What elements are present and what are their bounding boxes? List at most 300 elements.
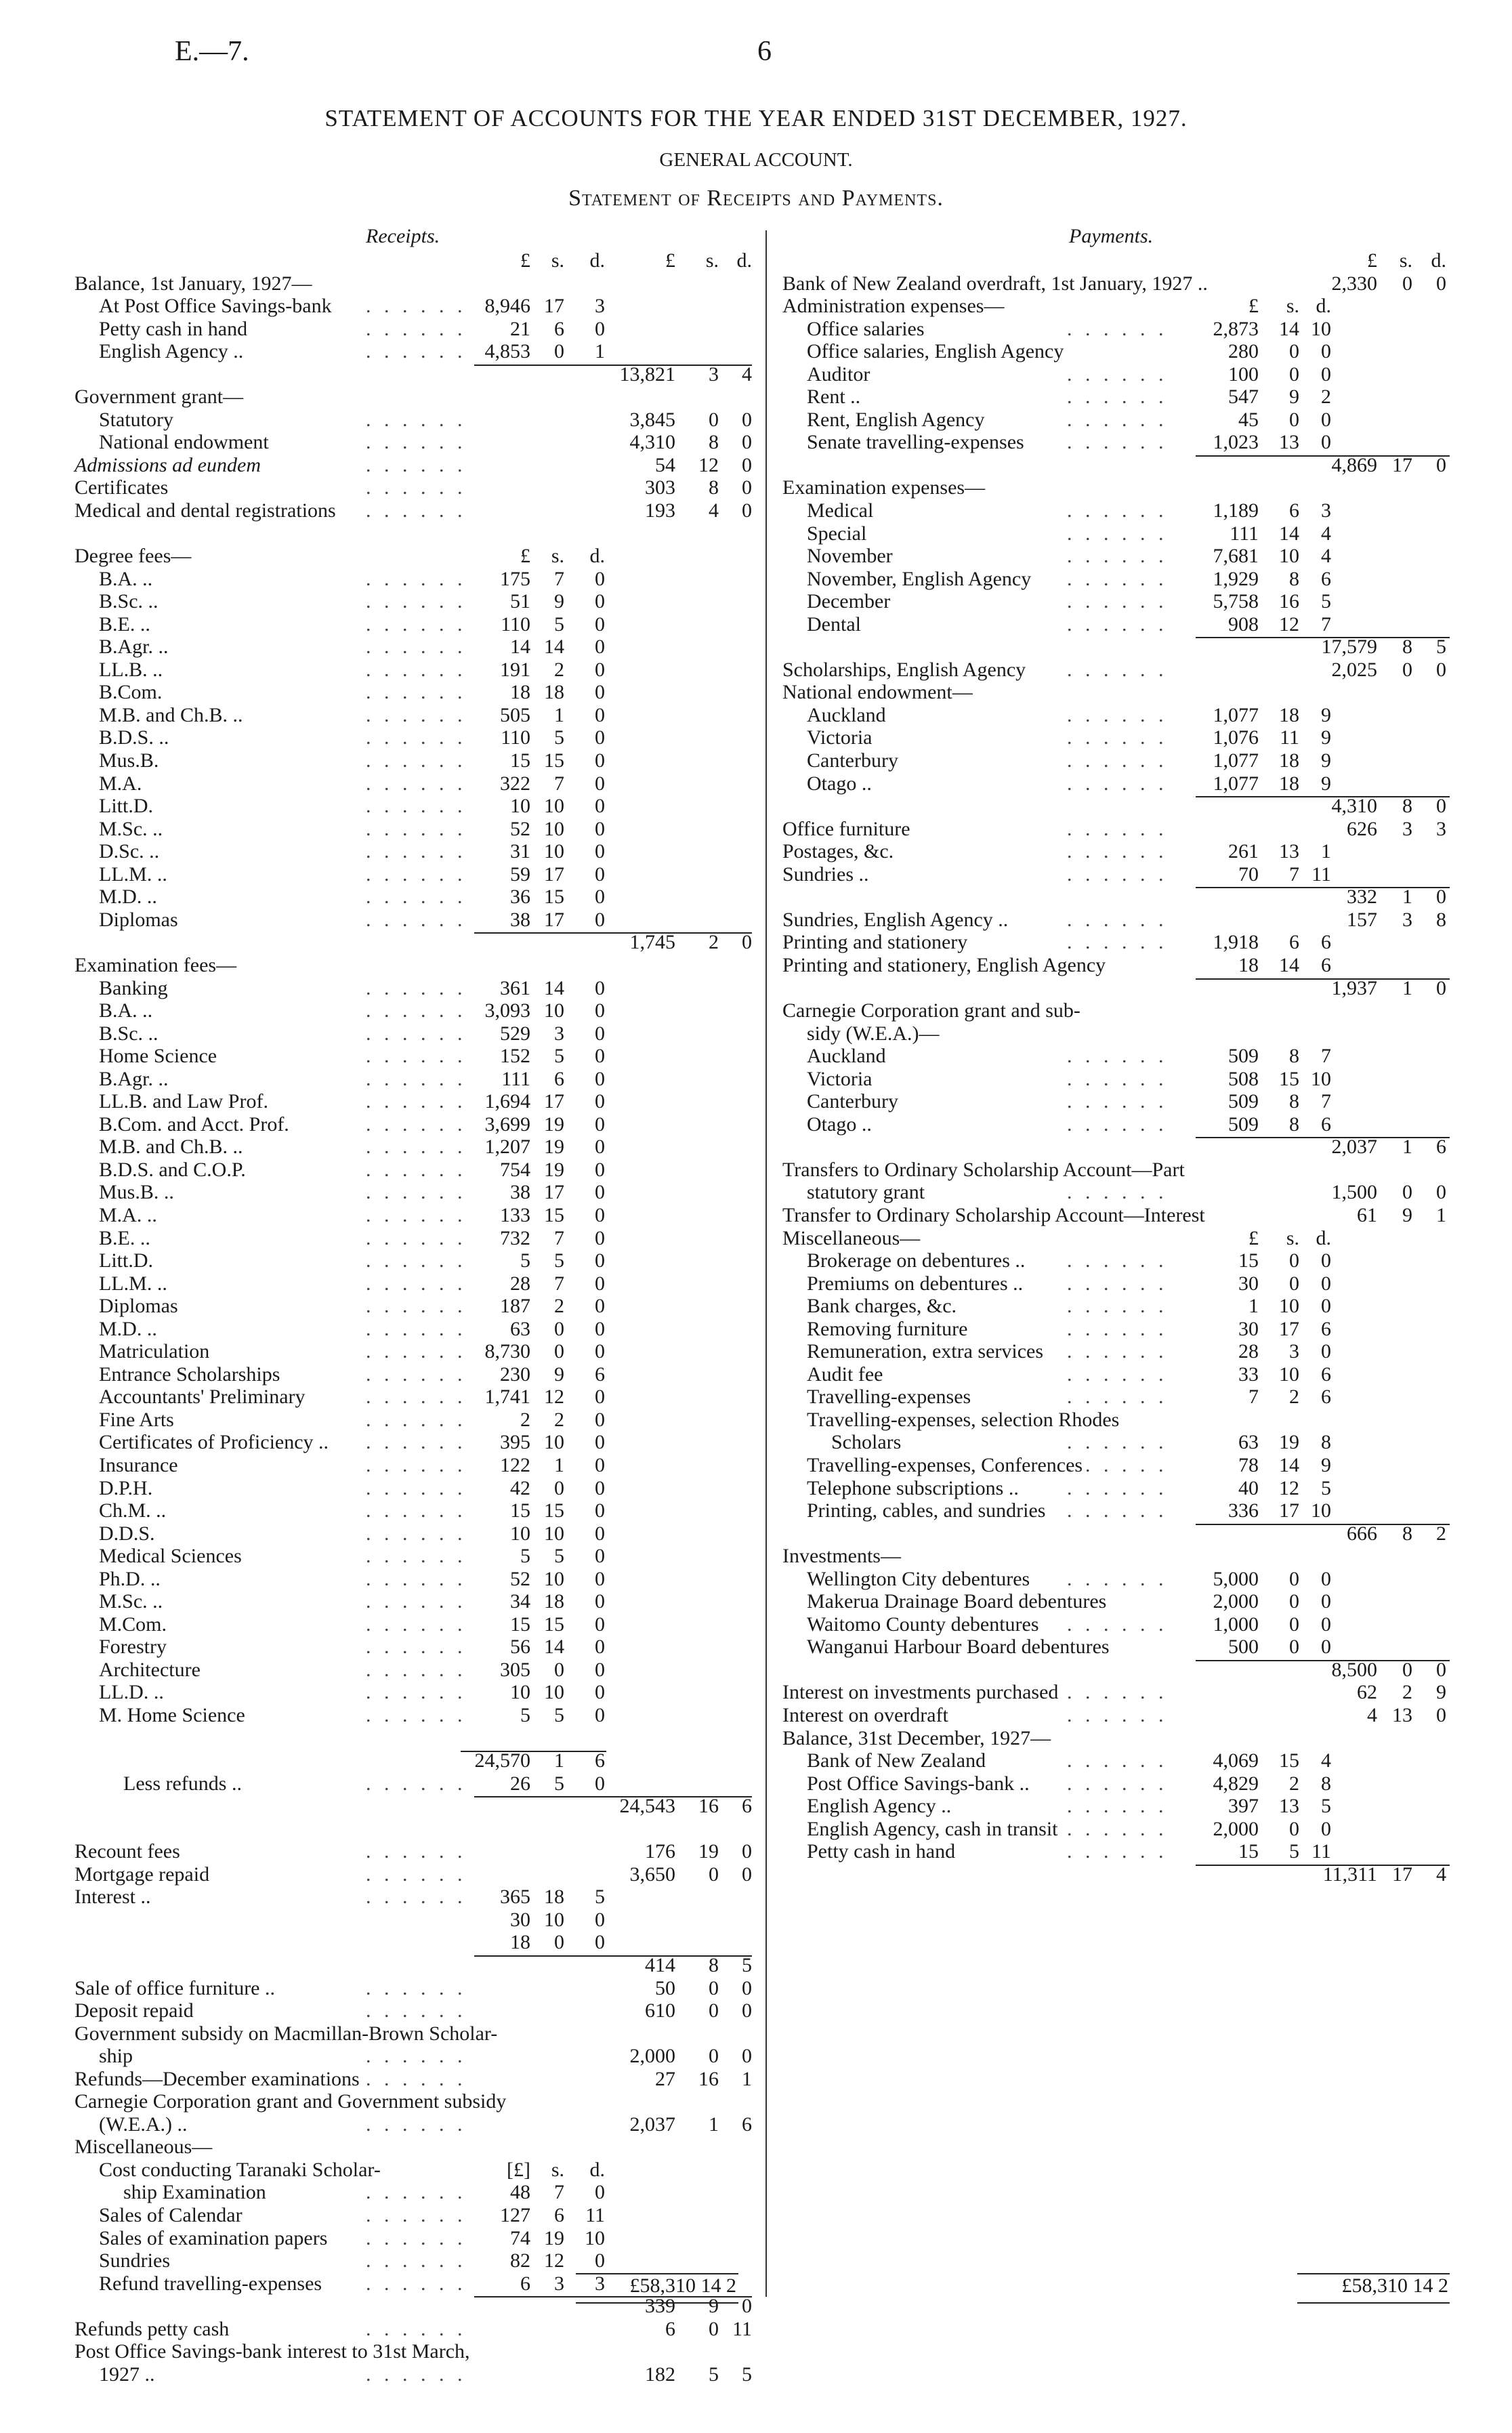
pence-cell: 0 bbox=[595, 908, 605, 931]
shillings-cell: 1 bbox=[1402, 1136, 1412, 1159]
shillings-cell: 0 bbox=[1289, 1272, 1299, 1295]
shillings-cell: 5 bbox=[554, 1249, 564, 1272]
pounds-cell: £ bbox=[1248, 1226, 1259, 1249]
pounds-cell: 21 bbox=[510, 317, 530, 340]
row-label: Bank of New Zealand overdraft, 1st January, 1927 .. bbox=[782, 272, 1208, 295]
leader-dots: . . . . . . bbox=[366, 1567, 467, 1590]
shillings-cell: 15 bbox=[544, 1613, 564, 1636]
pence-cell: d. bbox=[1316, 295, 1331, 318]
row-label: Office salaries bbox=[807, 317, 925, 340]
receipts-row bbox=[75, 659, 759, 682]
row-label: B.Agr. .. bbox=[99, 1067, 169, 1090]
payments-total-rule-bottom bbox=[1297, 2302, 1450, 2304]
leader-dots: . . . . . . bbox=[366, 976, 467, 999]
row-label: Auckland bbox=[807, 1045, 886, 1068]
row-label: Printing and stationery, English Agency bbox=[782, 953, 1106, 976]
pounds-cell: 182 bbox=[645, 2363, 675, 2386]
pounds-cell: 122 bbox=[500, 1453, 530, 1476]
receipts-row bbox=[75, 1204, 759, 1227]
pounds-cell: 30 bbox=[1238, 1317, 1259, 1340]
pounds-cell: 193 bbox=[645, 499, 675, 522]
shillings-cell: 7 bbox=[554, 567, 564, 590]
pence-cell: 0 bbox=[595, 1022, 605, 1045]
pence-cell: 0 bbox=[1321, 1295, 1331, 1318]
row-label: Diplomas bbox=[99, 908, 178, 931]
pence-cell: 0 bbox=[595, 1931, 605, 1954]
document-code: E.—7. bbox=[175, 36, 249, 67]
pence-cell: 4 bbox=[1321, 1749, 1331, 1772]
pence-cell: 0 bbox=[595, 1453, 605, 1476]
shillings-cell: 0 bbox=[554, 1317, 564, 1340]
shillings-cell: s. bbox=[1286, 1226, 1299, 1249]
row-label: Otago .. bbox=[807, 1112, 872, 1136]
pence-cell: 0 bbox=[595, 1613, 605, 1636]
shillings-cell: 6 bbox=[1289, 499, 1299, 522]
pence-cell: 10 bbox=[1311, 1067, 1331, 1090]
row-label: M.D. .. bbox=[99, 886, 157, 909]
row-label: Miscellaneous— bbox=[75, 2136, 213, 2159]
pounds-cell: 339 bbox=[645, 2295, 675, 2318]
row-label: Rent .. bbox=[807, 386, 861, 409]
shillings-cell: 9 bbox=[1289, 386, 1299, 409]
row-label: Transfers to Ordinary Scholarship Account—Part bbox=[782, 1158, 1185, 1181]
leader-dots: . . . . . . bbox=[1067, 658, 1168, 681]
pence-cell: 0 bbox=[595, 1295, 605, 1318]
leader-dots: . . . . . . bbox=[366, 567, 467, 590]
leader-dots: . . . . . . bbox=[1067, 1363, 1168, 1386]
receipts-row bbox=[75, 931, 759, 954]
shillings-cell: 0 bbox=[1289, 1636, 1299, 1659]
pence-cell: 3 bbox=[595, 2272, 605, 2295]
row-label: Sundries .. bbox=[782, 862, 869, 886]
pounds-cell: 10 bbox=[510, 1522, 530, 1545]
row-label: B.A. .. bbox=[99, 567, 153, 590]
leader-dots: . . . . . . bbox=[366, 295, 467, 318]
payments-row bbox=[782, 249, 1460, 272]
pounds-cell: 1,937 bbox=[1331, 976, 1377, 999]
pounds-cell: 2,025 bbox=[1331, 658, 1377, 681]
receipts-row bbox=[75, 1159, 759, 1182]
pounds-cell: 365 bbox=[500, 1886, 530, 1909]
row-label: M.B. and Ch.B. .. bbox=[99, 1136, 243, 1159]
row-label: Interest .. bbox=[75, 1886, 151, 1909]
receipts-row bbox=[75, 568, 759, 591]
leader-dots: . . . . . . bbox=[366, 317, 467, 340]
shillings-cell: 0 bbox=[1289, 1590, 1299, 1613]
shillings-cell: 6 bbox=[554, 317, 564, 340]
receipts-row bbox=[75, 2045, 759, 2068]
payments-row bbox=[782, 1681, 1460, 1704]
shillings-cell: 18 bbox=[1279, 772, 1299, 795]
pence-cell: 0 bbox=[595, 1658, 605, 1681]
pence-cell: d. bbox=[1431, 249, 1446, 272]
shillings-cell: 10 bbox=[1279, 1363, 1299, 1386]
pounds-cell: 38 bbox=[510, 908, 530, 931]
receipts-row bbox=[75, 1409, 759, 1432]
shillings-cell: 1 bbox=[554, 1749, 564, 1772]
pence-cell: 0 bbox=[595, 840, 605, 863]
receipts-row bbox=[75, 363, 759, 386]
leader-dots: . . . . . . bbox=[366, 1158, 467, 1181]
payments-row bbox=[782, 1181, 1460, 1204]
pounds-cell: [£] bbox=[507, 2158, 530, 2181]
pence-cell: 0 bbox=[1321, 340, 1331, 363]
pence-cell: 0 bbox=[595, 817, 605, 840]
shillings-cell: 8 bbox=[1289, 567, 1299, 590]
leader-dots: . . . . . . bbox=[1067, 772, 1168, 795]
pence-cell: d. bbox=[1316, 1226, 1331, 1249]
shillings-cell: 14 bbox=[544, 1636, 564, 1659]
shillings-cell: 16 bbox=[1279, 590, 1299, 613]
leader-dots: . . . . . . bbox=[366, 1499, 467, 1522]
shillings-cell: 7 bbox=[554, 1272, 564, 1295]
row-label: Carnegie Corporation grant and sub- bbox=[782, 999, 1080, 1022]
pence-cell: 0 bbox=[595, 1522, 605, 1545]
shillings-cell: s. bbox=[705, 249, 719, 272]
row-label: Entrance Scholarships bbox=[99, 1363, 280, 1386]
row-label: Home Science bbox=[99, 1045, 217, 1068]
receipts-row bbox=[75, 909, 759, 932]
receipts-row bbox=[75, 1068, 759, 1091]
pence-cell: d. bbox=[736, 249, 752, 272]
shillings-cell: 15 bbox=[544, 1203, 564, 1226]
leader-dots: . . . . . . bbox=[366, 1386, 467, 1409]
row-label: Premiums on debentures .. bbox=[807, 1272, 1024, 1295]
row-label: B.Sc. .. bbox=[99, 1022, 159, 1045]
leader-dots: . . . . . . bbox=[366, 817, 467, 840]
pounds-cell: 5 bbox=[520, 1545, 530, 1568]
payments-row bbox=[782, 1613, 1460, 1636]
page-number: 6 bbox=[757, 36, 772, 67]
payments-row bbox=[782, 1818, 1460, 1841]
row-label: Ch.M. .. bbox=[99, 1499, 167, 1522]
shillings-cell: 13 bbox=[1279, 431, 1299, 454]
shillings-cell: 0 bbox=[1289, 408, 1299, 431]
leader-dots: . . . . . . bbox=[366, 681, 467, 704]
shillings-cell: 18 bbox=[544, 1886, 564, 1909]
pence-cell: 0 bbox=[742, 2045, 752, 2068]
receipts-row bbox=[75, 840, 759, 863]
row-label: Victoria bbox=[807, 726, 873, 749]
receipts-row bbox=[75, 2181, 759, 2204]
payments-row bbox=[782, 1454, 1460, 1477]
receipts-row bbox=[75, 1818, 759, 1841]
receipts-row bbox=[75, 1590, 759, 1613]
pence-cell: 0 bbox=[595, 1317, 605, 1340]
pence-cell: 0 bbox=[742, 453, 752, 476]
pounds-cell: 18 bbox=[510, 1931, 530, 1954]
pounds-cell: 1,694 bbox=[484, 1090, 530, 1113]
pence-cell: 2 bbox=[1321, 386, 1331, 409]
shillings-cell: 18 bbox=[1279, 703, 1299, 726]
shillings-cell: 19 bbox=[544, 1136, 564, 1159]
row-label: Sales of Calendar bbox=[99, 2204, 243, 2227]
payments-row bbox=[782, 499, 1460, 522]
payments-row bbox=[782, 1340, 1460, 1363]
payments-row bbox=[782, 522, 1460, 545]
row-label: M.A. bbox=[99, 772, 142, 795]
row-label: M.Com. bbox=[99, 1613, 167, 1636]
shillings-cell: 17 bbox=[1392, 453, 1412, 476]
row-label: Scholarships, English Agency bbox=[782, 658, 1026, 681]
shillings-cell: 0 bbox=[709, 2045, 719, 2068]
row-label: B.Sc. .. bbox=[99, 590, 159, 613]
receipts-row bbox=[75, 1181, 759, 1204]
pounds-cell: 322 bbox=[500, 772, 530, 795]
pounds-cell: 30 bbox=[510, 1908, 530, 1931]
payments-row bbox=[782, 1522, 1460, 1545]
leader-dots: . . . . . . bbox=[1067, 1795, 1168, 1818]
receipts-row bbox=[75, 2113, 759, 2136]
pence-cell: 0 bbox=[595, 1408, 605, 1431]
receipts-row bbox=[75, 340, 759, 363]
payments-row bbox=[782, 999, 1460, 1022]
receipts-row bbox=[75, 454, 759, 477]
pounds-cell: 2 bbox=[520, 1408, 530, 1431]
leader-dots: . . . . . . bbox=[366, 1431, 467, 1454]
row-label: B.A. .. bbox=[99, 999, 153, 1022]
pence-cell: 0 bbox=[595, 1772, 605, 1795]
pounds-cell: 30 bbox=[1238, 1272, 1259, 1295]
pence-cell: 11 bbox=[585, 2204, 605, 2227]
row-label: Carnegie Corporation grant and Government subsidy bbox=[75, 2090, 507, 2113]
payments-row bbox=[782, 772, 1460, 795]
receipts-row bbox=[75, 1249, 759, 1272]
leader-dots: . . . . . . bbox=[366, 408, 467, 431]
leader-dots: . . . . . . bbox=[1067, 931, 1168, 954]
pence-cell: 1 bbox=[1321, 840, 1331, 863]
shillings-cell: 8 bbox=[709, 431, 719, 454]
receipts-row bbox=[75, 977, 759, 1000]
pence-cell: 0 bbox=[595, 703, 605, 726]
receipts-row bbox=[75, 954, 759, 977]
pence-cell: 0 bbox=[742, 1840, 752, 1863]
pounds-cell: 15 bbox=[510, 1613, 530, 1636]
shillings-cell: 12 bbox=[544, 2249, 564, 2272]
row-label: Examination fees— bbox=[75, 953, 237, 976]
shillings-cell: 0 bbox=[709, 1999, 719, 2022]
shillings-cell: 0 bbox=[1402, 1658, 1412, 1681]
shillings-cell: 14 bbox=[1279, 317, 1299, 340]
row-label: Bank of New Zealand bbox=[807, 1749, 986, 1772]
pounds-cell: 100 bbox=[1228, 362, 1259, 386]
row-label: Investments— bbox=[782, 1545, 901, 1568]
pence-cell: 4 bbox=[1436, 1863, 1446, 1886]
shillings-cell: 0 bbox=[1402, 272, 1412, 295]
receipts-row bbox=[75, 863, 759, 886]
receipts-row bbox=[75, 1386, 759, 1409]
row-label: Sundries, English Agency .. bbox=[782, 908, 1009, 931]
receipts-row bbox=[75, 818, 759, 841]
pounds-cell: £ bbox=[520, 545, 530, 568]
leader-dots: . . . . . . bbox=[366, 886, 467, 909]
row-label: Office furniture bbox=[782, 817, 910, 840]
shillings-cell: 12 bbox=[1279, 1476, 1299, 1499]
pence-cell: d. bbox=[589, 545, 605, 568]
leader-dots: . . . . . . bbox=[366, 1886, 467, 1909]
leader-dots: . . . . . . bbox=[1067, 862, 1168, 886]
pence-cell: 6 bbox=[1321, 953, 1331, 976]
pence-cell: 0 bbox=[595, 1203, 605, 1226]
pounds-cell: 3,650 bbox=[629, 1863, 675, 1886]
pounds-cell: 610 bbox=[645, 1999, 675, 2022]
pounds-cell: 187 bbox=[500, 1295, 530, 1318]
payments-row bbox=[782, 1659, 1460, 1682]
shillings-cell: 10 bbox=[544, 817, 564, 840]
pence-cell: 0 bbox=[595, 1908, 605, 1931]
pence-cell: 7 bbox=[1321, 1090, 1331, 1113]
pounds-cell: 13,821 bbox=[619, 362, 675, 386]
pence-cell: 6 bbox=[1321, 1317, 1331, 1340]
shillings-cell: 17 bbox=[1279, 1317, 1299, 1340]
pence-cell: 0 bbox=[595, 317, 605, 340]
pence-cell: 0 bbox=[742, 1863, 752, 1886]
receipts-row bbox=[75, 318, 759, 341]
leader-dots: . . . . . . bbox=[366, 612, 467, 636]
pounds-cell: £ bbox=[1248, 295, 1259, 318]
pounds-cell: 56 bbox=[510, 1636, 530, 1659]
receipts-row bbox=[75, 1363, 759, 1386]
shillings-cell: 8 bbox=[1289, 1112, 1299, 1136]
row-label: Examination expenses— bbox=[782, 476, 986, 499]
receipts-row bbox=[75, 2090, 759, 2113]
receipts-row bbox=[75, 2136, 759, 2159]
leader-dots: . . . . . . bbox=[366, 795, 467, 818]
pounds-cell: 509 bbox=[1228, 1112, 1259, 1136]
row-label: Waitomo County debentures bbox=[807, 1613, 1039, 1636]
row-label: Special bbox=[807, 522, 867, 545]
pence-cell: 0 bbox=[595, 1158, 605, 1181]
row-label: Senate travelling-expenses bbox=[807, 431, 1024, 454]
pence-cell: 5 bbox=[1321, 1795, 1331, 1818]
pounds-cell: 61 bbox=[1357, 1203, 1377, 1226]
receipts-row bbox=[75, 2022, 759, 2045]
pence-cell: 6 bbox=[1436, 1136, 1446, 1159]
receipts-row bbox=[75, 1318, 759, 1341]
shillings-cell: 14 bbox=[1279, 522, 1299, 545]
row-label: LL.B. and Law Prof. bbox=[99, 1090, 268, 1113]
pence-cell: d. bbox=[589, 2158, 605, 2181]
payments-row bbox=[782, 726, 1460, 749]
shillings-cell: 12 bbox=[698, 453, 719, 476]
pounds-cell: 261 bbox=[1228, 840, 1259, 863]
row-label: Removing furniture bbox=[807, 1317, 968, 1340]
row-label: statutory grant bbox=[807, 1181, 925, 1204]
pounds-cell: 332 bbox=[1347, 886, 1377, 909]
row-label: Auditor bbox=[807, 362, 870, 386]
pence-cell: 0 bbox=[595, 612, 605, 636]
pence-cell: 0 bbox=[595, 1545, 605, 1568]
payments-row bbox=[782, 818, 1460, 841]
shillings-cell: 1 bbox=[554, 703, 564, 726]
shillings-cell: 7 bbox=[554, 1226, 564, 1249]
row-label: Telephone subscriptions .. bbox=[807, 1476, 1019, 1499]
pence-cell: 0 bbox=[1436, 272, 1446, 295]
shillings-cell: 2 bbox=[554, 1295, 564, 1318]
shillings-cell: 1 bbox=[1402, 886, 1412, 909]
receipts-row bbox=[75, 1431, 759, 1454]
shillings-cell: 0 bbox=[1289, 1567, 1299, 1590]
pence-cell: 6 bbox=[595, 1749, 605, 1772]
receipts-row bbox=[75, 1522, 759, 1545]
row-label: Statutory bbox=[99, 408, 173, 431]
row-label: Transfer to Ordinary Scholarship Account—Interest bbox=[782, 1203, 1205, 1226]
shillings-cell: 18 bbox=[544, 1590, 564, 1613]
row-label: 1927 .. bbox=[99, 2363, 155, 2386]
shillings-cell: 13 bbox=[1279, 840, 1299, 863]
pence-cell: 7 bbox=[1321, 1045, 1331, 1068]
shillings-cell: 2 bbox=[554, 1408, 564, 1431]
receipts-row bbox=[75, 1545, 759, 1568]
row-label: Canterbury bbox=[807, 749, 898, 772]
leader-dots: . . . . . . bbox=[366, 703, 467, 726]
pounds-cell: 50 bbox=[655, 1976, 675, 1999]
pence-cell: 8 bbox=[1436, 908, 1446, 931]
pounds-cell: 1,500 bbox=[1331, 1181, 1377, 1204]
pounds-cell: 336 bbox=[1228, 1499, 1259, 1522]
page-title: STATEMENT OF ACCOUNTS FOR THE YEAR ENDED 31ST DECEMBER, 1927. bbox=[324, 105, 1188, 131]
shillings-cell: 9 bbox=[554, 590, 564, 613]
pence-cell: 0 bbox=[595, 1476, 605, 1499]
pounds-cell: 754 bbox=[500, 1158, 530, 1181]
row-label: Administration expenses— bbox=[782, 295, 1005, 318]
leader-dots: . . . . . . bbox=[366, 1863, 467, 1886]
pounds-cell: 7 bbox=[1248, 1386, 1259, 1409]
pence-cell: 0 bbox=[595, 636, 605, 659]
receipts-row bbox=[75, 1727, 759, 1750]
payments-row bbox=[782, 1159, 1460, 1182]
leader-dots: . . . . . . bbox=[366, 431, 467, 454]
leader-dots: . . . . . . bbox=[366, 1067, 467, 1090]
pence-cell: 0 bbox=[595, 1681, 605, 1704]
leader-dots: . . . . . . bbox=[366, 1522, 467, 1545]
receipts-row bbox=[75, 386, 759, 409]
row-label: Litt.D. bbox=[99, 795, 153, 818]
payments-row bbox=[782, 931, 1460, 954]
payments-row bbox=[782, 590, 1460, 613]
receipts-row bbox=[75, 726, 759, 749]
pence-cell: 0 bbox=[1436, 886, 1446, 909]
pence-cell: 1 bbox=[1436, 1203, 1446, 1226]
shillings-cell: 17 bbox=[1279, 1499, 1299, 1522]
payments-row bbox=[782, 1363, 1460, 1386]
pounds-cell: 397 bbox=[1228, 1795, 1259, 1818]
row-label: At Post Office Savings-bank bbox=[99, 295, 332, 318]
row-label: M.D. .. bbox=[99, 1317, 157, 1340]
shillings-cell: 15 bbox=[544, 886, 564, 909]
leader-dots: . . . . . . bbox=[366, 453, 467, 476]
payments-row bbox=[782, 568, 1460, 591]
payments-row bbox=[782, 476, 1460, 499]
payments-row bbox=[782, 1318, 1460, 1341]
receipts-row bbox=[75, 1795, 759, 1818]
shillings-cell: 3 bbox=[1402, 817, 1412, 840]
leader-dots: . . . . . . bbox=[366, 476, 467, 499]
leader-dots: . . . . . . bbox=[366, 749, 467, 772]
leader-dots: . . . . . . bbox=[366, 1408, 467, 1431]
pounds-cell: 28 bbox=[510, 1272, 530, 1295]
pounds-cell: 230 bbox=[500, 1363, 530, 1386]
pounds-cell: 3,845 bbox=[629, 408, 675, 431]
leader-dots: . . . . . . bbox=[366, 590, 467, 613]
statement-heading: Statement of Receipts and Payments. bbox=[568, 186, 944, 211]
receipts-row bbox=[75, 2295, 759, 2318]
leader-dots: . . . . . . bbox=[1067, 1181, 1168, 1204]
pounds-cell: 4,310 bbox=[629, 431, 675, 454]
row-label: Mortgage repaid bbox=[75, 1863, 210, 1886]
pounds-cell: 1,741 bbox=[484, 1386, 530, 1409]
payments-column bbox=[782, 249, 1460, 1886]
